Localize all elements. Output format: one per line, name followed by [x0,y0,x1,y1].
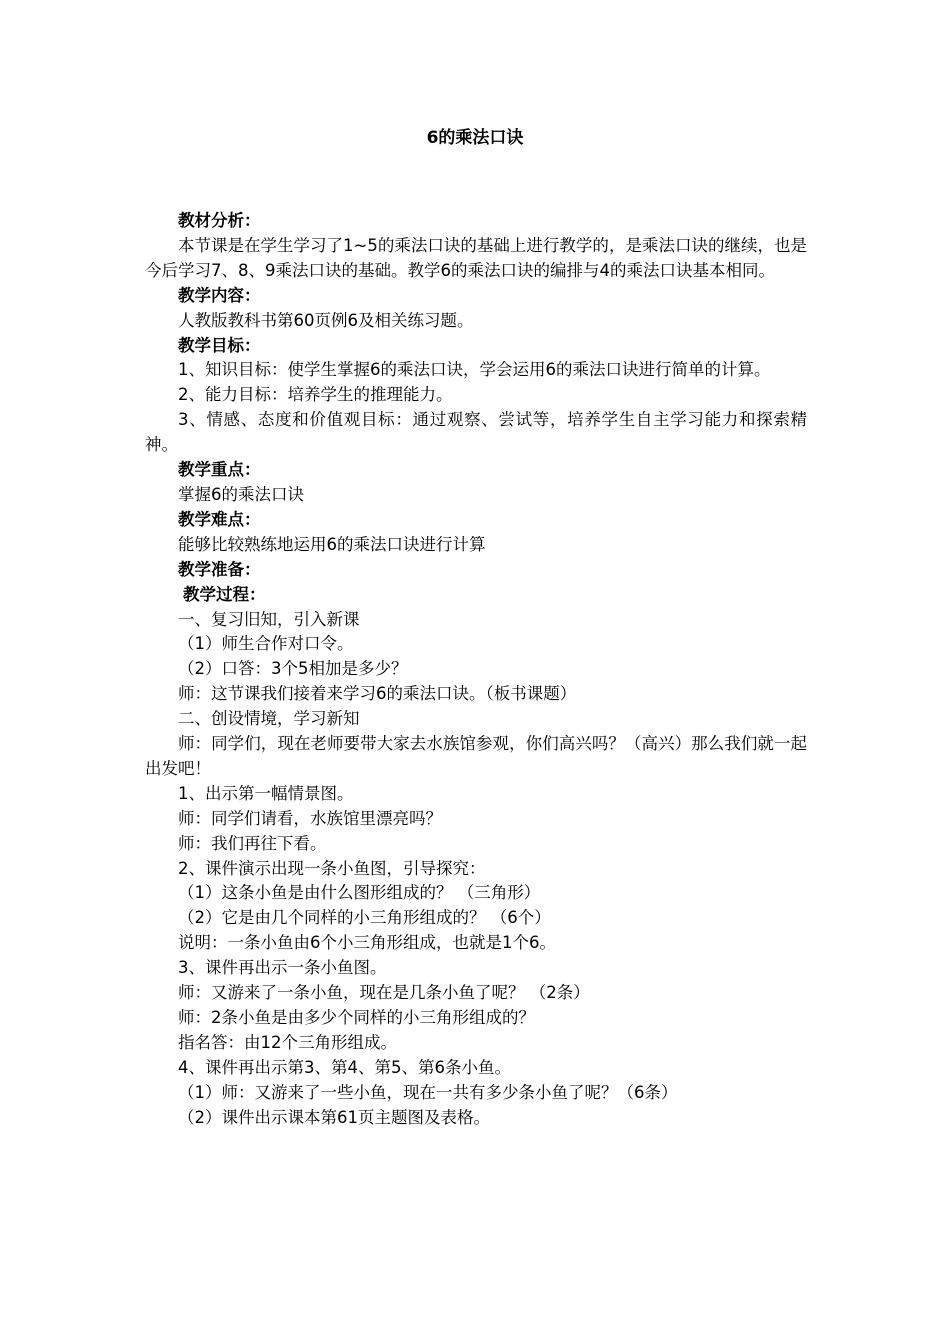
paragraph: 3、情感、态度和价值观目标：通过观察、尝试等，培养学生自主学习能力和探索精神。 [145,410,807,455]
paragraph: 掌握6的乘法口诀 [178,484,304,504]
paragraph: 2、课件演示出现一条小鱼图，引导探究： [178,858,486,878]
paragraph: 师：同学们请看，水族馆里漂亮吗？ [178,808,442,828]
paragraph: 说明：一条小鱼由6个小三角形组成，也就是1个6。 [178,933,556,953]
paragraph: （2）口答：3个5相加是多少？ [178,659,408,679]
paragraph: 本节课是在学生学习了1~5的乘法口诀的基础上进行教学的，是乘法口诀的继续，也是今后学习7、8、9乘法口诀的基础。教学6的乘法口诀的编排与4的乘法口诀基本相同。 [145,235,807,280]
paragraph: 一、复习旧知，引入新课 [178,609,360,629]
paragraph: 2、能力目标：培养学生的推理能力。 [178,385,453,405]
paragraph: 3、课件再出示一条小鱼图。 [178,958,387,978]
paragraph: 能够比较熟练地运用6的乘法口诀进行计算 [178,534,486,554]
paragraph: 二、创设情境，学习新知 [178,709,360,729]
paragraph: 师：同学们，现在老师要带大家去水族馆参观，你们高兴吗？（高兴）那么我们就一起出发吧！ [145,734,807,778]
section-heading: 教学过程： [182,584,266,604]
paragraph: 人教版教科书第60页例6及相关练习题。 [178,310,474,330]
paragraph: 指名答：由12个三角形组成。 [178,1032,397,1052]
paragraph: （2）它是由几个同样的小三角形组成的？ （6个） [178,908,551,928]
document-title: 6的乘法口诀 [426,128,524,148]
paragraph: 师：又游来了一条小鱼，现在是几条小鱼了呢？ （2条） [178,983,590,1003]
section-heading: 教学内容： [178,285,261,305]
paragraph: 师：我们再往下看。 [178,833,327,853]
paragraph: 1、知识目标：使学生掌握6的乘法口诀，学会运用6的乘法口诀进行简单的计算。 [178,360,771,380]
section-heading: 教学难点： [178,509,261,529]
section-heading: 教材分析： [178,211,261,230]
paragraph: 4、课件再出示第3、第4、第5、第6条小鱼。 [178,1057,511,1077]
paragraph: （1）师：又游来了一些小鱼，现在一共有多少条小鱼了呢？（6条） [178,1082,678,1102]
section-heading: 教学准备： [178,559,261,579]
paragraph: 1、出示第一幅情景图。 [178,783,354,803]
paragraph: 师：这节课我们接着来学习6的乘法口诀。（板书课题） [178,684,577,704]
document-body [145,209,807,1131]
paragraph: （1）师生合作对口令。 [178,634,354,654]
section-heading: 教学重点： [178,460,261,480]
section-heading: 教学目标： [178,335,261,355]
paragraph: 师：2条小鱼是由多少个同样的小三角形组成的？ [178,1008,535,1027]
paragraph: （2）课件出示课本第61页主题图及表格。 [178,1107,490,1127]
paragraph: （1）这条小鱼是由什么图形组成的？ （三角形） [178,883,541,903]
